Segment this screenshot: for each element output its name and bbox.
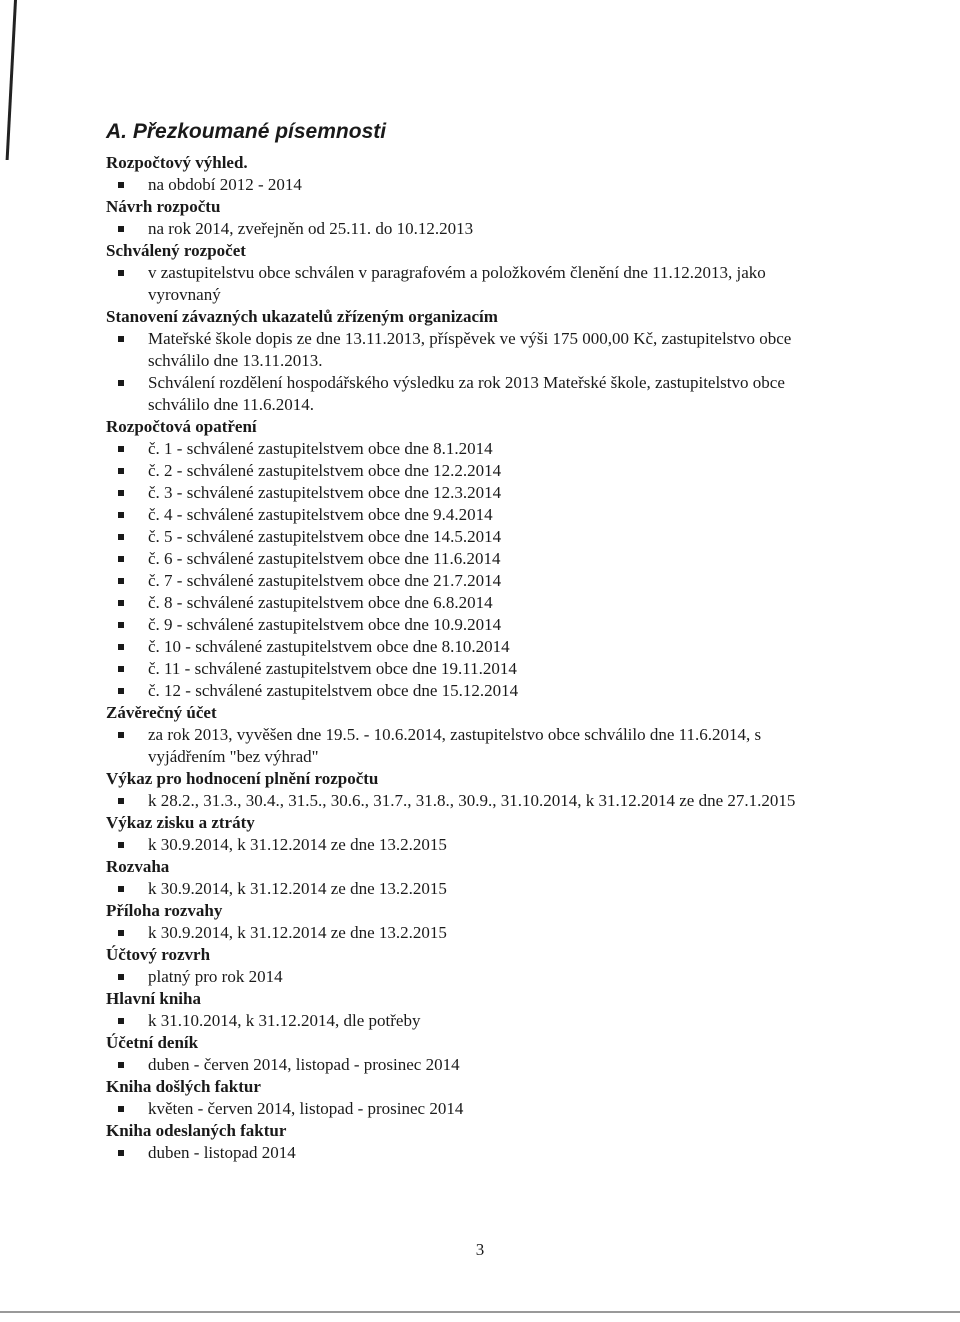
list-item-text: platný pro rok 2014 (148, 967, 283, 986)
section (106, 416, 836, 702)
section-heading: Závěrečný účet (106, 703, 217, 722)
list-item-text: k 30.9.2014, k 31.12.2014 ze dne 13.2.2015 (148, 835, 447, 854)
section (106, 856, 836, 900)
section-list (106, 724, 836, 768)
sections-container (106, 152, 836, 1164)
list-item (106, 1010, 836, 1032)
scan-edge-mark (0, 0, 17, 160)
section-heading: Účetní deník (106, 1033, 199, 1052)
square-bullet-icon (118, 512, 124, 518)
list-item-text: v zastupitelstvu obce schválen v paragrafovém a položkovém členění dne 11.12.2013, jako vyrovnaný (148, 263, 766, 304)
list-item (106, 636, 836, 658)
list-item (106, 614, 836, 636)
section (106, 702, 836, 768)
list-item (106, 658, 836, 680)
section-list (106, 1054, 836, 1076)
list-item-text: k 30.9.2014, k 31.12.2014 ze dne 13.2.2015 (148, 923, 447, 942)
square-bullet-icon (118, 842, 124, 848)
document-title: A. Přezkoumané písemnosti (106, 120, 387, 143)
square-bullet-icon (118, 490, 124, 496)
list-item-text: č. 5 - schválené zastupitelstvem obce dne 14.5.2014 (148, 527, 502, 546)
section-heading: Hlavní kniha (106, 989, 201, 1008)
square-bullet-icon (118, 798, 124, 804)
square-bullet-icon (118, 270, 124, 276)
section-list (106, 966, 836, 988)
list-item-text: č. 10 - schválené zastupitelstvem obce dne 8.10.2014 (148, 637, 510, 656)
square-bullet-icon (118, 182, 124, 188)
list-item-text: na období 2012 - 2014 (148, 175, 302, 194)
section (106, 196, 836, 240)
list-item (106, 548, 836, 570)
list-item-text: duben - listopad 2014 (148, 1143, 296, 1162)
list-item (106, 460, 836, 482)
square-bullet-icon (118, 622, 124, 628)
list-item (106, 966, 836, 988)
page-number: 3 (475, 1240, 485, 1259)
square-bullet-icon (118, 468, 124, 474)
square-bullet-icon (118, 380, 124, 386)
list-item-text: č. 7 - schválené zastupitelstvem obce dne 21.7.2014 (148, 571, 502, 590)
section-heading: Stanovení závazných ukazatelů zřízeným organizacím (106, 307, 498, 326)
list-item (106, 922, 836, 944)
section (106, 1076, 836, 1120)
list-item-text: č. 4 - schválené zastupitelstvem obce dne 9.4.2014 (148, 505, 493, 524)
section-heading: Rozpočtový výhled. (106, 153, 248, 172)
section (106, 306, 836, 416)
list-item (106, 218, 836, 240)
square-bullet-icon (118, 1106, 124, 1112)
section (106, 240, 836, 306)
section-list (106, 328, 836, 416)
square-bullet-icon (118, 600, 124, 606)
section-heading: Rozvaha (106, 857, 170, 876)
section-list (106, 790, 836, 812)
section-list (106, 262, 836, 306)
list-item-text: Mateřské škole dopis ze dne 13.11.2013, příspěvek ve výši 175 000,00 Kč, zastupitelstvo obce schválilo dne 13.11.2013. (148, 329, 792, 370)
list-item (106, 790, 836, 812)
square-bullet-icon (118, 732, 124, 738)
square-bullet-icon (118, 886, 124, 892)
list-item (106, 592, 836, 614)
section (106, 900, 836, 944)
list-item (106, 262, 836, 306)
scan-bottom-line (0, 1311, 960, 1313)
list-item (106, 526, 836, 548)
square-bullet-icon (118, 1150, 124, 1156)
section-heading: Rozpočtová opatření (106, 417, 257, 436)
list-item-text: č. 2 - schválené zastupitelstvem obce dne 12.2.2014 (148, 461, 502, 480)
list-item (106, 570, 836, 592)
section-list (106, 878, 836, 900)
list-item-text: duben - červen 2014, listopad - prosinec 2014 (148, 1055, 460, 1074)
section-list (106, 1010, 836, 1032)
square-bullet-icon (118, 336, 124, 342)
section-list (106, 438, 836, 702)
list-item-text: č. 6 - schválené zastupitelstvem obce dne 11.6.2014 (148, 549, 501, 568)
list-item (106, 1098, 836, 1120)
list-item (106, 438, 836, 460)
square-bullet-icon (118, 446, 124, 452)
list-item-text: č. 12 - schválené zastupitelstvem obce dne 15.12.2014 (148, 681, 519, 700)
section (106, 152, 836, 196)
section-heading: Výkaz zisku a ztráty (106, 813, 255, 832)
section-heading: Kniha odeslaných faktur (106, 1121, 287, 1140)
list-item (106, 174, 836, 196)
list-item-text: č. 3 - schválené zastupitelstvem obce dne 12.3.2014 (148, 483, 502, 502)
square-bullet-icon (118, 688, 124, 694)
section (106, 812, 836, 856)
list-item-text: za rok 2013, vyvěšen dne 19.5. - 10.6.2014, zastupitelstvo obce schválilo dne 11.6.2014, s vyjádřením "bez výhrad" (148, 725, 762, 766)
section-list (106, 834, 836, 856)
section-heading: Schválený rozpočet (106, 241, 246, 260)
list-item-text: na rok 2014, zveřejněn od 25.11. do 10.12.2013 (148, 219, 474, 238)
section (106, 988, 836, 1032)
section-heading: Účtový rozvrh (106, 945, 211, 964)
list-item-text: k 31.10.2014, k 31.12.2014, dle potřeby (148, 1011, 421, 1030)
square-bullet-icon (118, 644, 124, 650)
list-item (106, 372, 836, 416)
square-bullet-icon (118, 534, 124, 540)
square-bullet-icon (118, 666, 124, 672)
list-item-text: květen - červen 2014, listopad - prosinec 2014 (148, 1099, 464, 1118)
list-item (106, 1142, 836, 1164)
square-bullet-icon (118, 556, 124, 562)
section-heading: Kniha došlých faktur (106, 1077, 261, 1096)
section-list (106, 922, 836, 944)
list-item-text: č. 11 - schválené zastupitelstvem obce dne 19.11.2014 (148, 659, 517, 678)
list-item-text: č. 1 - schválené zastupitelstvem obce dne 8.1.2014 (148, 439, 493, 458)
section (106, 1120, 836, 1164)
square-bullet-icon (118, 578, 124, 584)
square-bullet-icon (118, 974, 124, 980)
list-item-text: k 28.2., 31.3., 30.4., 31.5., 30.6., 31.7., 31.8., 30.9., 31.10.2014, k 31.12.2014 ze dne 27.1.2015 (148, 791, 796, 810)
square-bullet-icon (118, 1062, 124, 1068)
section (106, 944, 836, 988)
section-list (106, 1142, 836, 1164)
section-heading: Výkaz pro hodnocení plnění rozpočtu (106, 769, 379, 788)
list-item-text: k 30.9.2014, k 31.12.2014 ze dne 13.2.2015 (148, 879, 447, 898)
section-list (106, 174, 836, 196)
list-item (106, 834, 836, 856)
list-item (106, 680, 836, 702)
list-item (106, 724, 836, 768)
document-page (106, 118, 836, 1164)
list-item-text: Schválení rozdělení hospodářského výsledku za rok 2013 Mateřské škole, zastupitelstvo obce schválilo dne 11.6.2014. (148, 373, 785, 414)
section-list (106, 218, 836, 240)
section-list (106, 1098, 836, 1120)
square-bullet-icon (118, 1018, 124, 1024)
list-item (106, 878, 836, 900)
section-heading: Příloha rozvahy (106, 901, 223, 920)
section (106, 768, 836, 812)
square-bullet-icon (118, 930, 124, 936)
section-heading: Návrh rozpočtu (106, 197, 221, 216)
square-bullet-icon (118, 226, 124, 232)
list-item (106, 1054, 836, 1076)
section (106, 1032, 836, 1076)
list-item-text: č. 9 - schválené zastupitelstvem obce dne 10.9.2014 (148, 615, 502, 634)
list-item (106, 504, 836, 526)
list-item (106, 328, 836, 372)
list-item-text: č. 8 - schválené zastupitelstvem obce dne 6.8.2014 (148, 593, 493, 612)
list-item (106, 482, 836, 504)
